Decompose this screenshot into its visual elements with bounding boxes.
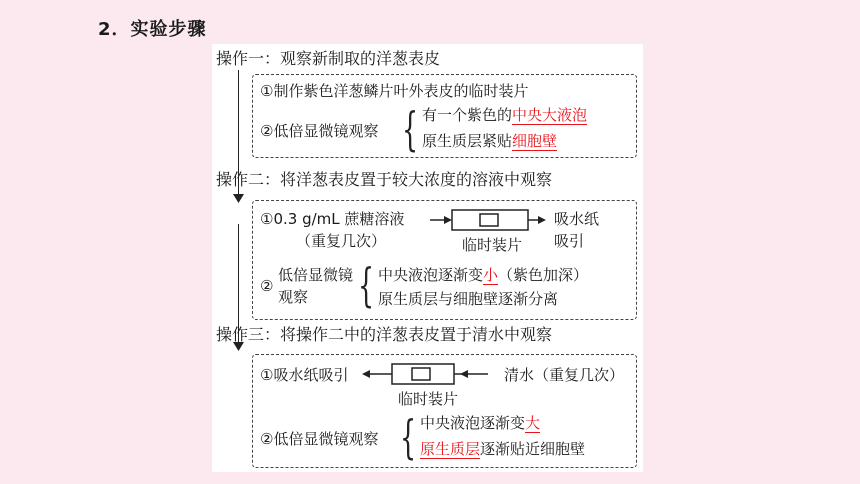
- op2-obs1-prefix: 中央液泡逐渐变: [378, 266, 484, 284]
- op2-slide-diagram: [430, 208, 546, 234]
- op1-title: 操作一：观察新制取的洋葱表皮: [216, 49, 441, 68]
- op2-step1-label: ①0.3 g/mL 蔗糖溶液: [260, 210, 405, 228]
- op3-obs1: [420, 414, 540, 432]
- op1-brace: {: [402, 102, 419, 156]
- op3-step1-label: ①吸水纸吸引: [260, 366, 349, 384]
- op2-step2-label-line2: 观察: [278, 288, 309, 306]
- op3-slide-diagram: [362, 362, 494, 388]
- op3-obs1-red: 大: [525, 414, 541, 432]
- op3-obs2-red: 原生质层: [420, 440, 481, 458]
- op1-obs2: [422, 132, 557, 150]
- op3-obs2-suffix: 逐渐贴近细胞壁: [480, 440, 586, 458]
- op3-water: 清水（重复几次）: [504, 366, 625, 384]
- op2-obs1-suffix: （紫色加深）: [498, 266, 589, 284]
- flow-arrowhead-1: [233, 194, 245, 204]
- op2-title: 操作二：将洋葱表皮置于较大浓度的溶液中观察: [216, 170, 553, 189]
- op2-repeat: （重复几次）: [296, 232, 387, 250]
- op1-step1: ①制作紫色洋葱鳞片叶外表皮的临时装片: [260, 82, 529, 100]
- op2-obs1-red: 小: [483, 266, 499, 284]
- op3-obs1-prefix: 中央液泡逐渐变: [420, 414, 526, 432]
- op1-step2-label: ②低倍显微镜观察: [260, 122, 379, 140]
- op1-obs2-red: 细胞壁: [512, 132, 558, 150]
- op1-obs1-red: 中央大液泡: [512, 106, 588, 124]
- op2-obs2: 原生质层与细胞壁逐渐分离: [378, 290, 559, 308]
- op2-brace: {: [358, 258, 375, 312]
- op1-obs1-prefix: 有一个紫色的: [422, 106, 513, 124]
- op3-obs2: [420, 440, 585, 458]
- op1-obs1: [422, 106, 587, 124]
- op2-obs1: [378, 266, 588, 284]
- op2-step2-label-line1: 低倍显微镜: [278, 266, 354, 284]
- op2-absorb-line1: 吸水纸: [554, 210, 600, 228]
- op2-step2-num: ②: [260, 277, 274, 295]
- op3-slide-label: 临时装片: [398, 390, 459, 408]
- op3-brace: {: [400, 410, 417, 464]
- op2-slide-label: 临时装片: [462, 236, 523, 254]
- procedure-panel: [212, 44, 643, 472]
- op3-step2-label: ②低倍显微镜观察: [260, 430, 379, 448]
- op1-obs2-prefix: 原生质层紧贴: [422, 132, 513, 150]
- op2-absorb-line2: 吸引: [554, 232, 585, 250]
- op3-title: 操作三：将操作二中的洋葱表皮置于清水中观察: [216, 325, 553, 344]
- section-heading: 2．实验步骤: [98, 19, 207, 40]
